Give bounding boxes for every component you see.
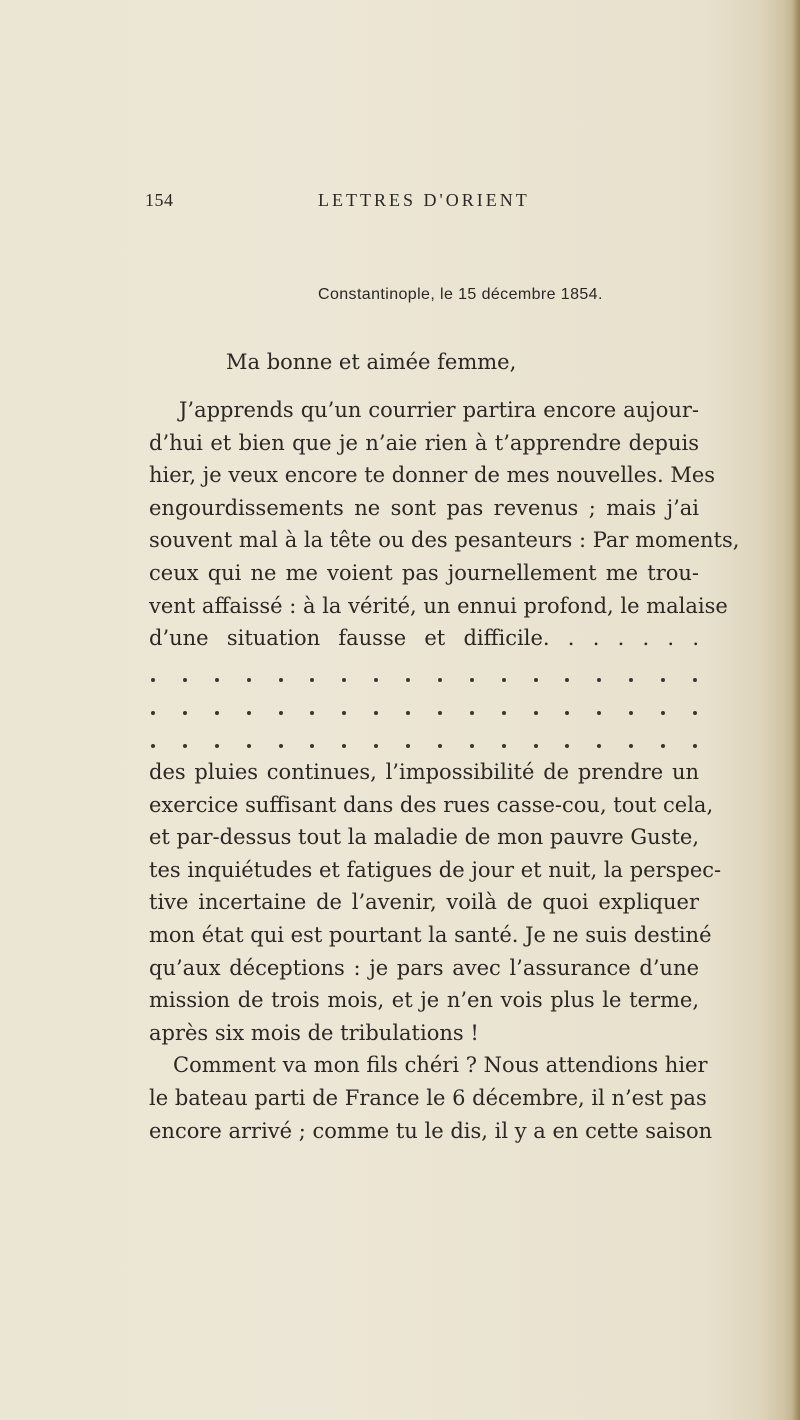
ellipsis-dot (693, 744, 697, 748)
text-line: tes inquiétudes et fatigues de jour et nuit, la perspec- (149, 857, 722, 882)
ellipsis-dot (470, 711, 474, 715)
ellipsis-dot (438, 678, 442, 682)
text-line: mission de trois mois, et je n’en vois plus le terme, (149, 988, 699, 1013)
ellipsis-dot (342, 711, 346, 715)
ellipsis-dot (438, 744, 442, 748)
ellipsis-dot (406, 711, 410, 715)
text-line: vent affaissé : à la vérité, un ennui profond, le malaise (149, 593, 728, 618)
paragraph-2 (149, 756, 722, 1147)
text-line: mon état qui est pourtant la santé. Je ne suis destiné (149, 922, 712, 947)
text-line: d’une situation fausse et difficile. . . . . . . (149, 626, 699, 651)
page-number: 154 (145, 190, 174, 210)
paragraph-1 (149, 394, 740, 655)
ellipsis-dot (534, 744, 538, 748)
ellipsis-dot (693, 678, 697, 682)
text-line: ceux qui ne me voient pas journellement me trou- (149, 560, 699, 585)
ellipsis-dot (310, 744, 314, 748)
ellipsis-dot (342, 678, 346, 682)
ellipsis-dot (597, 744, 601, 748)
ellipsis-dot (183, 711, 187, 715)
text-line: d’hui et bien que je n’aie rien à t’apprendre depuis (149, 430, 699, 455)
ellipsis-dot (534, 678, 538, 682)
text-line: Comment va mon fils chéri ? Nous attendions hier (173, 1053, 708, 1078)
ellipsis-dot (470, 678, 474, 682)
ellipsis-dot (279, 711, 283, 715)
ellipsis-dot (470, 744, 474, 748)
ellipsis-dot (279, 744, 283, 748)
ellipsis-dot (502, 744, 506, 748)
running-title: LETTRES D'ORIENT (318, 190, 530, 210)
ellipsis-dot (629, 711, 633, 715)
ellipsis-dot (534, 711, 538, 715)
ellipsis-dot (215, 678, 219, 682)
ellipsis-dot (247, 678, 251, 682)
ellipsis-dot (661, 744, 665, 748)
ellipsis-dot (597, 678, 601, 682)
text-line: engourdissements ne sont pas revenus ; mais j’ai (149, 495, 699, 520)
text-line: et par-dessus tout la maladie de mon pauvre Guste, (149, 825, 700, 850)
ellipsis-dot (597, 711, 601, 715)
dot-row (149, 670, 699, 690)
text-line: des pluies continues, l’impossibilité de prendre un (149, 760, 699, 784)
page-edge-shadow (792, 0, 800, 1420)
ellipsis-dot (406, 678, 410, 682)
text-line: hier, je veux encore te donner de mes nouvelles. Mes (149, 463, 716, 488)
ellipsis-dot (629, 678, 633, 682)
ellipsis-dot (151, 744, 155, 748)
text-line: souvent mal à la tête ou des pesanteurs : Par moments, (149, 528, 740, 553)
ellipsis-dot (693, 711, 697, 715)
ellipsis-dot (565, 711, 569, 715)
ellipsis-dot (502, 678, 506, 682)
ellipsis-dot (310, 711, 314, 715)
ellipsis-dot (661, 711, 665, 715)
ellipsis-dot (565, 678, 569, 682)
ellipsis-dot (565, 744, 569, 748)
ellipsis-dot (661, 678, 665, 682)
letter-dateline: Constantinople, le 15 décembre 1854. (318, 286, 603, 303)
ellipsis-dot (310, 678, 314, 682)
ellipsis-dot (438, 711, 442, 715)
ellipsis-dot (151, 711, 155, 715)
ellipsis-dot (215, 744, 219, 748)
ellipsis-dot (629, 744, 633, 748)
text-line: après six mois de tribulations ! (149, 1020, 479, 1045)
dot-row (149, 703, 699, 723)
ellipsis-dot (279, 678, 283, 682)
ellipsis-dot (374, 711, 378, 715)
ellipsis-dot (183, 744, 187, 748)
dot-row (149, 736, 699, 756)
text-line: encore arrivé ; comme tu le dis, il y a en cette saison (149, 1118, 713, 1143)
text-line: exercice suffisant dans des rues casse-cou, tout cela, (149, 792, 714, 817)
ellipsis-dot (183, 678, 187, 682)
ellipsis-dot (151, 678, 155, 682)
ellipsis-dot (374, 678, 378, 682)
ellipsis-dot (215, 711, 219, 715)
ellipsis-dot (502, 711, 506, 715)
ellipsis-dot (406, 744, 410, 748)
text-line: qu’aux déceptions : je pars avec l’assurance d’une (149, 955, 699, 980)
ellipsis-dot (374, 744, 378, 748)
text-line: J’apprends qu’un courrier partira encore aujour- (179, 398, 699, 422)
ellipsis-dot (247, 711, 251, 715)
ellipsis-dot (247, 744, 251, 748)
text-line: tive incertaine de l’avenir, voilà de quoi expliquer (149, 890, 699, 915)
ellipsis-dot (342, 744, 346, 748)
text-line: le bateau parti de France le 6 décembre, il n’est pas (149, 1085, 707, 1110)
letter-salutation: Ma bonne et aimée femme, (226, 350, 517, 374)
